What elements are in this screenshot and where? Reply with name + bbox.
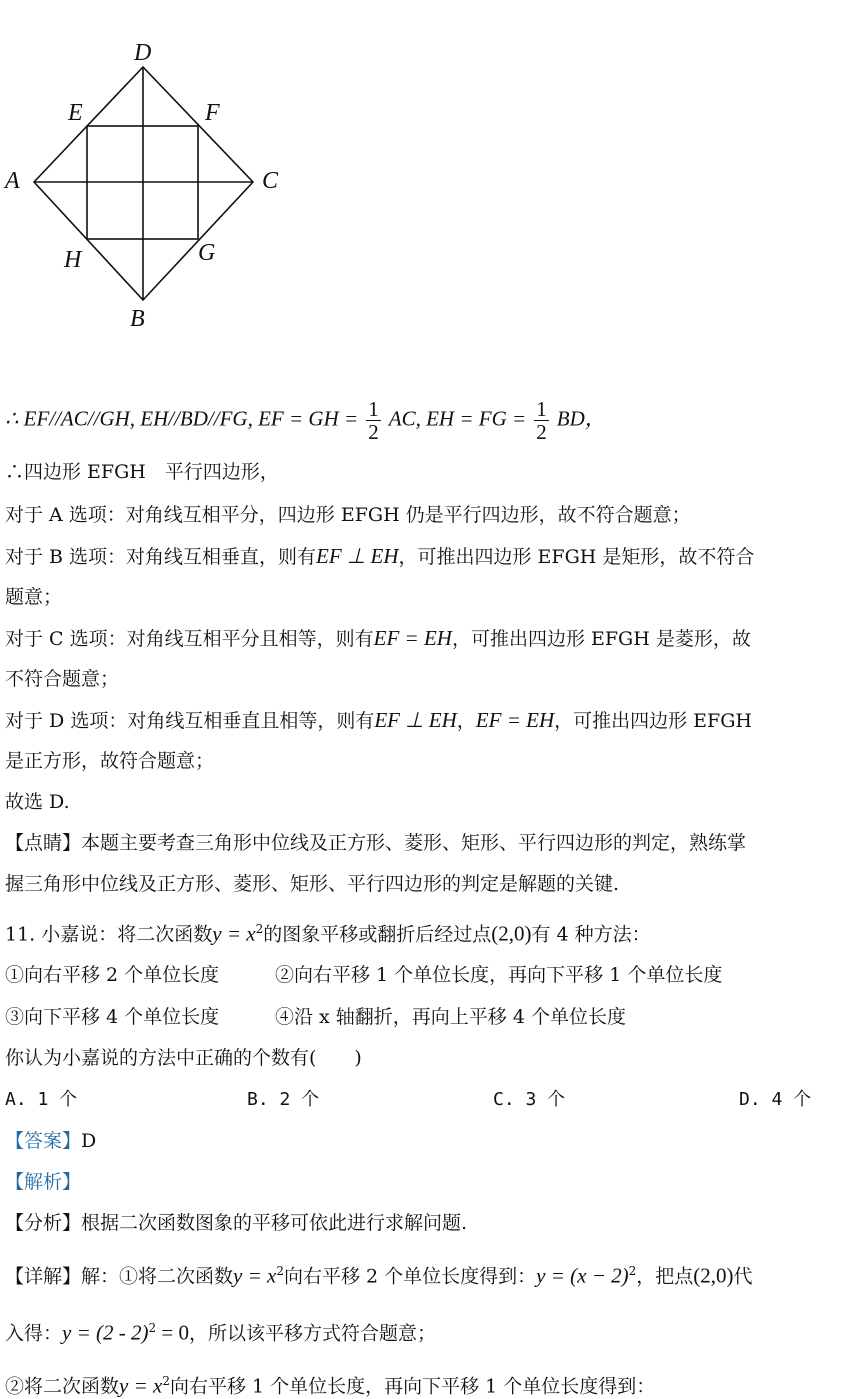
label-a: A bbox=[5, 168, 20, 194]
analysis-heading: 【解析】 bbox=[5, 1171, 82, 1193]
answer-line: 【答案】D bbox=[5, 1130, 97, 1152]
option-d-analysis: 对于 D 选项：对角线互相垂直且相等，则有EF ⊥ EH，EF = EH，可推出四边形 EFGH bbox=[5, 708, 752, 732]
conclusion-line-1: ∴ EF//AC//GH, EH//BD//FG, EF = GH = $\frac{1}{2}$ AC, EH = FG = $\frac{1}{2}$ BD， bbox=[5, 397, 606, 444]
choice-c: C. 3 个 bbox=[493, 1089, 566, 1110]
method-4: ④沿 x 轴翻折，再向上平移 4 个单位长度 bbox=[275, 1006, 626, 1028]
label-h: H bbox=[64, 247, 82, 273]
option-c-analysis: 对于 C 选项：对角线互相平分且相等，则有EF = EH，可推出四边形 EFGH 是菱形，故 bbox=[5, 626, 751, 650]
label-d: D bbox=[134, 40, 152, 66]
label-b: B bbox=[130, 306, 145, 332]
option-c-analysis-cont: 不符合题意； bbox=[5, 668, 120, 690]
question-11-ask: 你认为小嘉说的方法中正确的个数有( ) bbox=[5, 1047, 362, 1069]
option-a-analysis: 对于 A 选项：对角线互相平分，四边形 EFGH 仍是平行四边形，故不符合题意； bbox=[5, 504, 691, 526]
option-b-analysis-cont: 题意； bbox=[5, 586, 63, 608]
comment-line-2: 握三角形中位线及正方形、菱形、矩形、平行四边形的判定是解题的关键. bbox=[5, 873, 620, 895]
detail-line-3: ②将二次函数$y = x^2$向右平移 1 个单位长度，再向下平移 1 个单位长度得到： bbox=[5, 1373, 656, 1398]
choice-a: A. 1 个 bbox=[5, 1089, 78, 1110]
label-e: E bbox=[68, 100, 83, 126]
option-b-analysis: 对于 B 选项：对角线互相垂直，则有EF ⊥ EH，可推出四边形 EFGH 是矩形，故不符合 bbox=[5, 544, 755, 568]
label-f: F bbox=[205, 100, 220, 126]
option-d-analysis-cont: 是正方形，故符合题意； bbox=[5, 750, 215, 772]
method-2: ②向右平移 1 个单位长度，再向下平移 1 个单位长度 bbox=[275, 964, 723, 986]
choice-d: D. 4 个 bbox=[739, 1089, 812, 1110]
question-11-stem: 11. 小嘉说：将二次函数$y = x^2$的图象平移或翻折后经过点(2,0)有 4 种方法： bbox=[5, 921, 651, 946]
choice-conclusion: 故选 D. bbox=[5, 791, 70, 813]
geometry-diagram bbox=[0, 30, 300, 370]
detail-line-2: 入得：y = (2 - 2)$^2$ = 0，所以该平移方式符合题意； bbox=[5, 1320, 436, 1345]
method-3: ③向下平移 4 个单位长度 bbox=[5, 1006, 220, 1028]
analysis-line: 【分析】根据二次函数图象的平移可依此进行求解问题. bbox=[5, 1212, 468, 1234]
label-c: C bbox=[262, 168, 279, 194]
comment-line-1: 【点睛】本题主要考查三角形中位线及正方形、菱形、矩形、平行四边形的判定，熟练掌 bbox=[5, 832, 747, 854]
choice-b: B. 2 个 bbox=[247, 1089, 320, 1110]
conclusion-line-2: ∴四边形 EFGH 平行四边形， bbox=[5, 461, 279, 483]
method-1: ①向右平移 2 个单位长度 bbox=[5, 964, 220, 986]
label-g: G bbox=[198, 240, 216, 266]
detail-line-1: 【详解】解：①将二次函数$y = x^2$向右平移 2 个单位长度得到：$y = (x - 2)^2$，把点(2,0)代 bbox=[5, 1263, 753, 1288]
